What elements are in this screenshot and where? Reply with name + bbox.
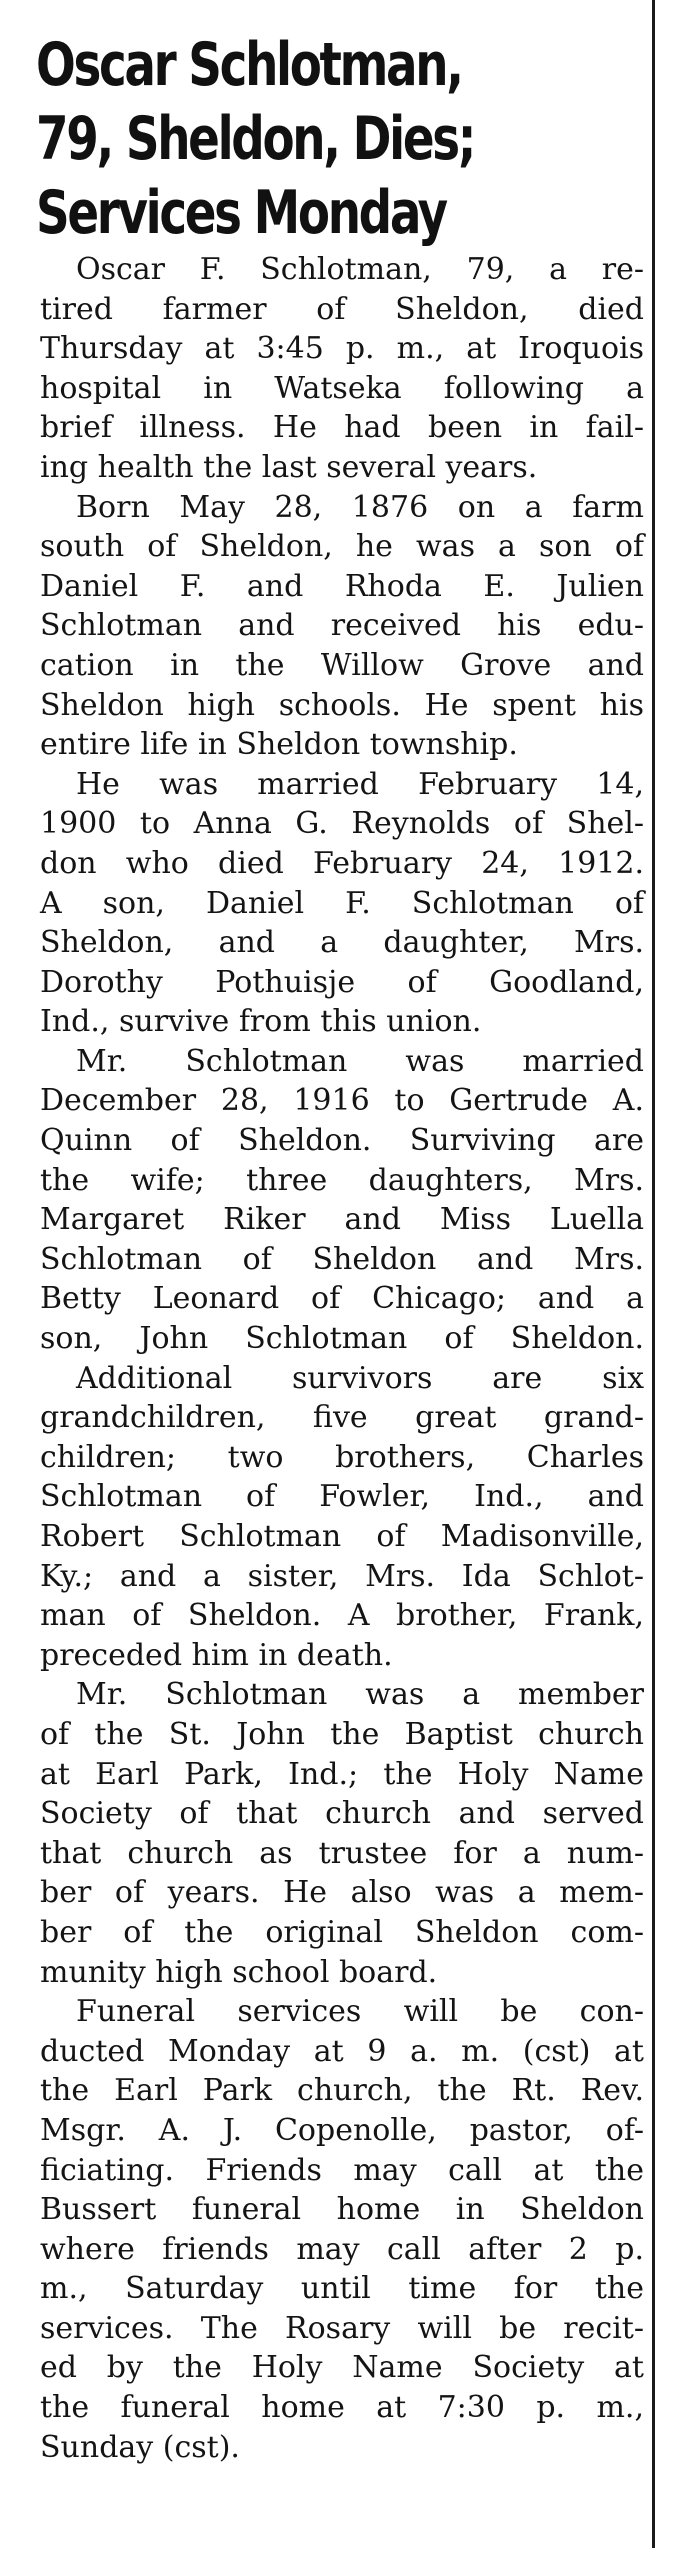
text-line: ing health the last several years. xyxy=(40,449,538,485)
article-paragraph xyxy=(40,765,644,1042)
text-line: the wife; three daughters, Mrs. xyxy=(40,1162,644,1198)
text-line: Daniel F. and Rhoda E. Julien xyxy=(40,568,644,604)
text-line: Schlotman of Fowler, Ind., and xyxy=(40,1479,644,1515)
text-line: Born May 28, 1876 on a farm xyxy=(76,489,644,525)
article-paragraph xyxy=(40,1042,644,1359)
text-line: Betty Leonard of Chicago; and a xyxy=(40,1281,644,1317)
text-line: Ind., survive from this union. xyxy=(40,1004,482,1040)
text-line: where friends may call after 2 p. xyxy=(40,2231,644,2267)
text-line: Ky.; and a sister, Mrs. Ida Schlot- xyxy=(40,1558,644,1594)
text-line: Robert Schlotman of Madisonville, xyxy=(40,1519,644,1554)
article-paragraph xyxy=(40,488,644,765)
article-paragraph xyxy=(40,1359,644,1676)
text-line: Schlotman of Sheldon and Mrs. xyxy=(40,1241,644,1277)
text-line: south of Sheldon, he was a son of xyxy=(40,529,644,565)
text-line: He was married February 14, xyxy=(76,766,644,802)
text-line: Sheldon high schools. He spent his xyxy=(40,687,644,723)
headline-line: 79, Sheldon, Dies; xyxy=(36,104,475,174)
text-line: ed by the Holy Name Society at xyxy=(40,2350,644,2386)
text-line: 1900 to Anna G. Reynolds of Shel- xyxy=(40,806,644,842)
article-body xyxy=(40,250,644,2467)
headline-line: Services Monday xyxy=(36,178,446,248)
text-line: A son, Daniel F. Schlotman of xyxy=(40,885,644,921)
text-line: Msgr. A. J. Copenolle, pastor, of- xyxy=(40,2112,644,2148)
text-line: munity high school board. xyxy=(40,1954,438,1990)
text-line: Thursday at 3:45 p. m., at Iroquois xyxy=(40,331,644,367)
article-paragraph xyxy=(40,250,644,488)
text-line: grandchildren, five great grand- xyxy=(40,1400,644,1436)
headline-line: Oscar Schlotman, xyxy=(36,30,462,100)
text-line: Bussert funeral home in Sheldon xyxy=(40,2192,644,2228)
text-line: Society of that church and served xyxy=(40,1796,644,1832)
text-line: Mr. Schlotman was married xyxy=(76,1043,644,1079)
text-line: Margaret Riker and Miss Luella xyxy=(40,1202,644,1238)
article-paragraph xyxy=(40,1992,644,2467)
text-line: Schlotman and received his edu- xyxy=(40,608,644,644)
text-line: the funeral home at 7:30 p. m., xyxy=(40,2390,644,2426)
text-line: m., Saturday until time for the xyxy=(40,2271,644,2307)
text-line: December 28, 1916 to Gertrude A. xyxy=(40,1083,644,1119)
text-line: Oscar F. Schlotman, 79, a re- xyxy=(76,252,644,287)
text-line: children; two brothers, Charles xyxy=(40,1439,644,1475)
text-line: brief illness. He had been in fail- xyxy=(40,410,644,446)
text-line: preceded him in death. xyxy=(40,1637,393,1673)
text-line: hospital in Watseka following a xyxy=(40,370,644,406)
text-line: Sheldon, and a daughter, Mrs. xyxy=(40,925,644,961)
column-rule xyxy=(652,0,655,2548)
text-line: ficiating. Friends may call at the xyxy=(40,2152,644,2188)
text-line: Mr. Schlotman was a member xyxy=(76,1677,644,1713)
text-line: entire life in Sheldon township. xyxy=(40,727,518,763)
text-line: ducted Monday at 9 a. m. (cst) at xyxy=(40,2033,644,2069)
text-line: Funeral services will be con- xyxy=(76,1994,644,2030)
text-line: cation in the Willow Grove and xyxy=(40,647,644,683)
text-line: don who died February 24, 1912. xyxy=(40,845,644,881)
text-line: son, John Schlotman of Sheldon. xyxy=(40,1321,644,1357)
text-line: ber of years. He also was a mem- xyxy=(40,1875,644,1911)
text-line: tired farmer of Sheldon, died xyxy=(40,291,644,327)
text-line: ber of the original Sheldon com- xyxy=(40,1914,644,1950)
text-line: Dorothy Pothuisje of Goodland, xyxy=(40,964,644,1000)
text-line: Quinn of Sheldon. Surviving are xyxy=(40,1123,644,1159)
text-line: at Earl Park, Ind.; the Holy Name xyxy=(40,1756,644,1792)
text-line: services. The Rosary will be recit- xyxy=(40,2310,644,2346)
article-paragraph xyxy=(40,1675,644,1992)
text-line: man of Sheldon. A brother, Frank, xyxy=(40,1598,644,1634)
headline xyxy=(36,28,652,250)
text-line: the Earl Park church, the Rt. Rev. xyxy=(40,2073,644,2109)
text-line: that church as trustee for a num- xyxy=(40,1835,644,1871)
text-line: Sunday (cst). xyxy=(40,2429,240,2465)
text-line: Additional survivors are six xyxy=(76,1360,644,1396)
text-line: of the St. John the Baptist church xyxy=(40,1716,644,1752)
